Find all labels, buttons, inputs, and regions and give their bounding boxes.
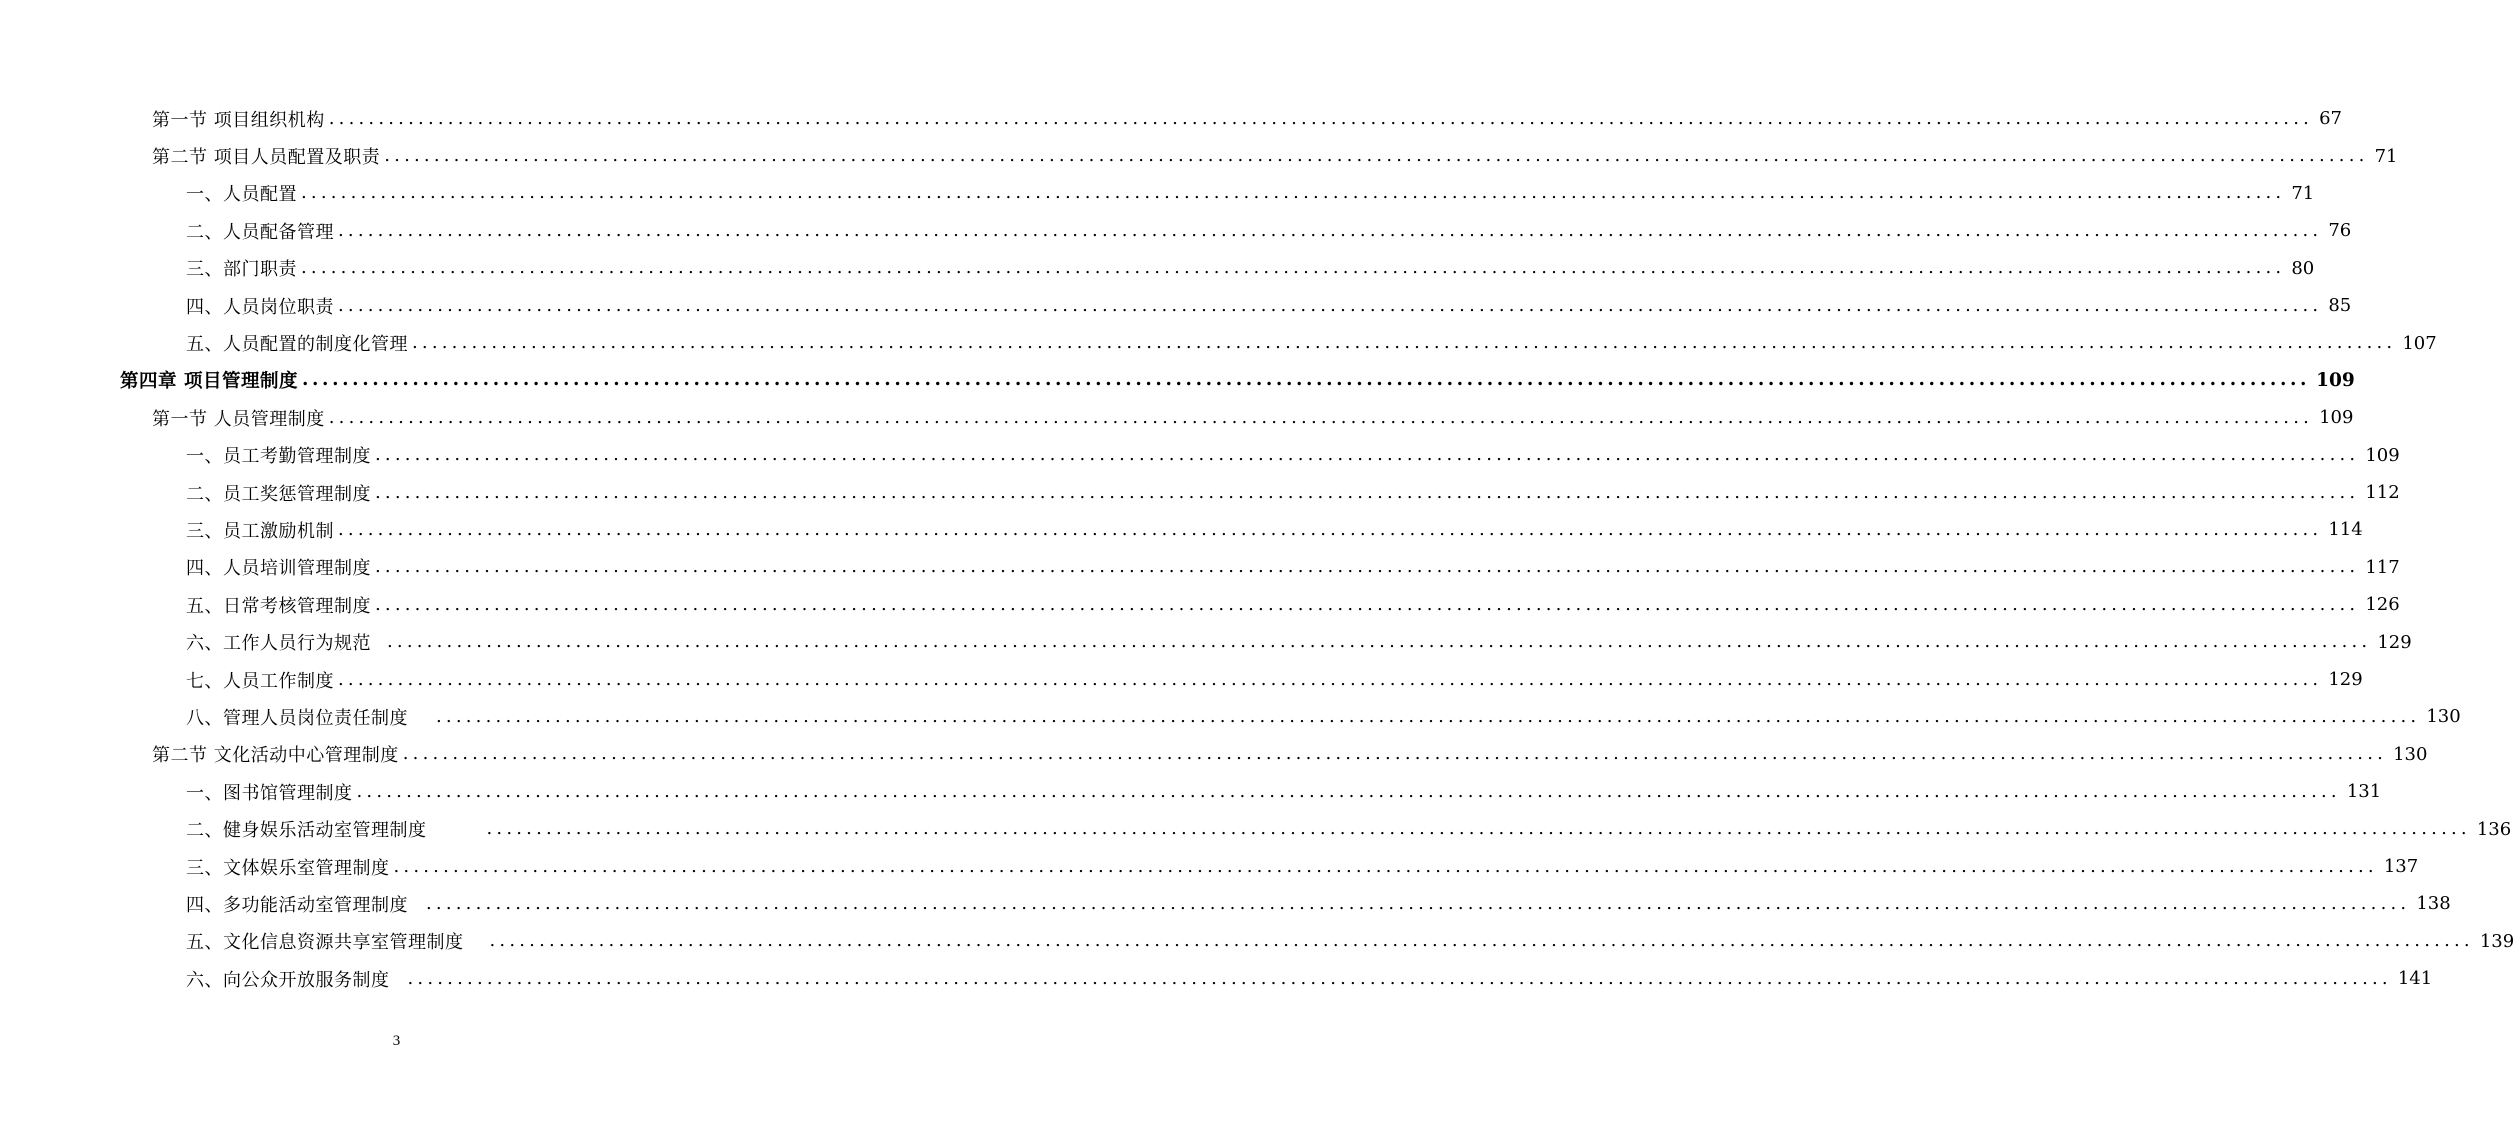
toc-entry[interactable] xyxy=(0,848,2419,885)
toc-dot-leader: ........................................................................................................................................................................................................ xyxy=(436,705,2421,727)
toc-entry[interactable] xyxy=(0,773,2382,810)
toc-dot-leader: ........................................................................................................................................................................................................ xyxy=(301,257,2286,279)
toc-entry-title: 二、健身娱乐活动室管理制度 xyxy=(186,820,427,842)
page-number: 3 xyxy=(392,1033,401,1049)
toc-entry-title: 三、员工激励机制 xyxy=(186,520,334,542)
toc-entry-title: 一、人员配置 xyxy=(186,184,297,206)
toc-entry[interactable] xyxy=(0,474,2400,511)
toc-entry-title: 七、人员工作制度 xyxy=(186,670,334,692)
table-of-contents xyxy=(0,100,2514,997)
toc-entry[interactable] xyxy=(0,885,2451,922)
toc-entry[interactable] xyxy=(0,137,2398,174)
toc-dot-leader: ........................................................................................................................................................................................................ xyxy=(356,780,2341,802)
toc-entry-title: 四、人员培训管理制度 xyxy=(186,558,371,580)
toc-entry[interactable] xyxy=(0,175,2315,212)
toc-dot-leader: ........................................................................................................................................................................................................ xyxy=(375,556,2360,578)
toc-entry-page: 76 xyxy=(2328,220,2352,242)
toc-dot-leader: ........................................................................................................................................................................................................ xyxy=(402,743,2388,765)
toc-entry-page: 141 xyxy=(2397,968,2433,990)
toc-entry[interactable] xyxy=(0,437,2400,474)
toc-entry-title: 四、人员岗位职责 xyxy=(186,296,334,318)
toc-entry-title: 一、员工考勤管理制度 xyxy=(186,446,371,468)
toc-dot-leader: ........................................................................................................................................................................................................ xyxy=(426,892,2411,914)
toc-entry-title: 五、文化信息资源共享室管理制度 xyxy=(186,932,464,954)
toc-entry-page: 114 xyxy=(2328,519,2363,541)
toc-entry-title: 五、人员配置的制度化管理 xyxy=(186,334,408,356)
toc-entry[interactable] xyxy=(0,698,2461,735)
toc-entry-page: 139 xyxy=(2479,930,2514,952)
toc-entry-page: 109 xyxy=(2316,369,2355,391)
toc-entry-page: 71 xyxy=(2291,182,2315,204)
toc-entry[interactable] xyxy=(0,287,2352,324)
toc-dot-leader: ........................................................................................................................................................................................................ xyxy=(301,182,2286,204)
toc-dot-leader: ........................................................................................................................................................................................................ xyxy=(384,145,2369,167)
toc-dot-leader: ........................................................................................................................................................................................................ xyxy=(338,294,2323,316)
toc-dot-leader: ........................................................................................................................................................................................................ xyxy=(489,930,2474,952)
toc-dot-leader: ........................................................................................................................................................................................................ xyxy=(407,967,2392,989)
toc-entry-title: 第四章 项目管理制度 xyxy=(120,371,298,393)
toc-dot-leader: ........................................................................................................................................................................................................ xyxy=(393,855,2378,877)
toc-entry[interactable] xyxy=(0,549,2400,586)
toc-dot-leader: ........................................................................................................................................................................................................ xyxy=(301,369,2311,391)
toc-dot-leader: ........................................................................................................................................................................................................ xyxy=(412,332,2397,354)
toc-entry-page: 67 xyxy=(2319,108,2342,130)
toc-entry-page: 112 xyxy=(2365,482,2400,504)
toc-entry[interactable] xyxy=(0,212,2352,249)
toc-dot-leader: ........................................................................................................................................................................................................ xyxy=(375,444,2360,466)
toc-entry-title: 六、向公众开放服务制度 xyxy=(186,969,390,991)
toc-entry-title: 四、多功能活动室管理制度 xyxy=(186,894,408,916)
toc-entry-title: 第二节 文化活动中心管理制度 xyxy=(152,745,399,767)
toc-entry-title: 一、图书馆管理制度 xyxy=(186,782,353,804)
toc-dot-leader: ........................................................................................................................................................................................................ xyxy=(338,668,2323,690)
toc-entry-page: 85 xyxy=(2328,295,2352,317)
toc-entry-page: 71 xyxy=(2374,145,2398,167)
toc-entry-page: 130 xyxy=(2426,706,2461,728)
toc-entry[interactable] xyxy=(0,661,2363,698)
toc-entry-title: 三、部门职责 xyxy=(186,259,297,281)
toc-entry-page: 117 xyxy=(2365,556,2400,578)
toc-dot-leader: ........................................................................................................................................................................................................ xyxy=(328,406,2314,428)
toc-entry[interactable] xyxy=(0,511,2363,548)
toc-entry[interactable] xyxy=(0,100,2342,137)
toc-entry-page: 80 xyxy=(2291,257,2315,279)
toc-entry-title: 二、员工奖惩管理制度 xyxy=(186,483,371,505)
toc-entry-title: 五、日常考核管理制度 xyxy=(186,595,371,617)
toc-entry-page: 130 xyxy=(2393,743,2428,765)
toc-entry[interactable] xyxy=(0,399,2354,436)
toc-dot-leader: ........................................................................................................................................................................................................ xyxy=(328,107,2314,129)
toc-entry[interactable] xyxy=(0,623,2412,660)
toc-dot-leader: ........................................................................................................................................................................................................ xyxy=(486,818,2471,840)
toc-entry-title: 三、文体娱乐室管理制度 xyxy=(186,857,390,879)
toc-entry-page: 126 xyxy=(2365,594,2400,616)
toc-entry[interactable] xyxy=(0,736,2428,773)
toc-entry-title: 第二节 项目人员配置及职责 xyxy=(152,147,381,169)
toc-entry-page: 138 xyxy=(2416,893,2451,915)
toc-entry-page: 136 xyxy=(2476,818,2512,840)
toc-entry-title: 八、管理人员岗位责任制度 xyxy=(186,707,408,729)
toc-entry[interactable] xyxy=(0,250,2315,287)
toc-entry-title: 第一节 项目组织机构 xyxy=(152,109,325,131)
toc-entry[interactable] xyxy=(0,362,2355,399)
toc-dot-leader: ........................................................................................................................................................................................................ xyxy=(375,481,2360,503)
toc-entry-page: 129 xyxy=(2377,631,2412,653)
toc-entry-page: 129 xyxy=(2328,669,2363,691)
toc-entry[interactable] xyxy=(0,586,2400,623)
toc-entry-page: 109 xyxy=(2319,407,2354,429)
toc-entry-title: 第一节 人员管理制度 xyxy=(152,408,325,430)
toc-entry-page: 109 xyxy=(2365,444,2400,466)
toc-entry[interactable] xyxy=(0,324,2437,361)
toc-entry-page: 131 xyxy=(2346,781,2382,803)
toc-dot-leader: ........................................................................................................................................................................................................ xyxy=(387,631,2372,653)
toc-entry-page: 107 xyxy=(2402,332,2437,354)
toc-dot-leader: ........................................................................................................................................................................................................ xyxy=(338,518,2323,540)
toc-entry-title: 六、工作人员行为规范 xyxy=(186,633,371,655)
toc-dot-leader: ........................................................................................................................................................................................................ xyxy=(338,219,2323,241)
toc-entry[interactable] xyxy=(0,960,2433,997)
toc-entry-page: 137 xyxy=(2383,856,2419,877)
toc-entry-title: 二、人员配备管理 xyxy=(186,221,334,243)
toc-dot-leader: ........................................................................................................................................................................................................ xyxy=(375,593,2360,615)
toc-entry[interactable] xyxy=(0,810,2512,847)
toc-entry[interactable] xyxy=(0,923,2514,960)
